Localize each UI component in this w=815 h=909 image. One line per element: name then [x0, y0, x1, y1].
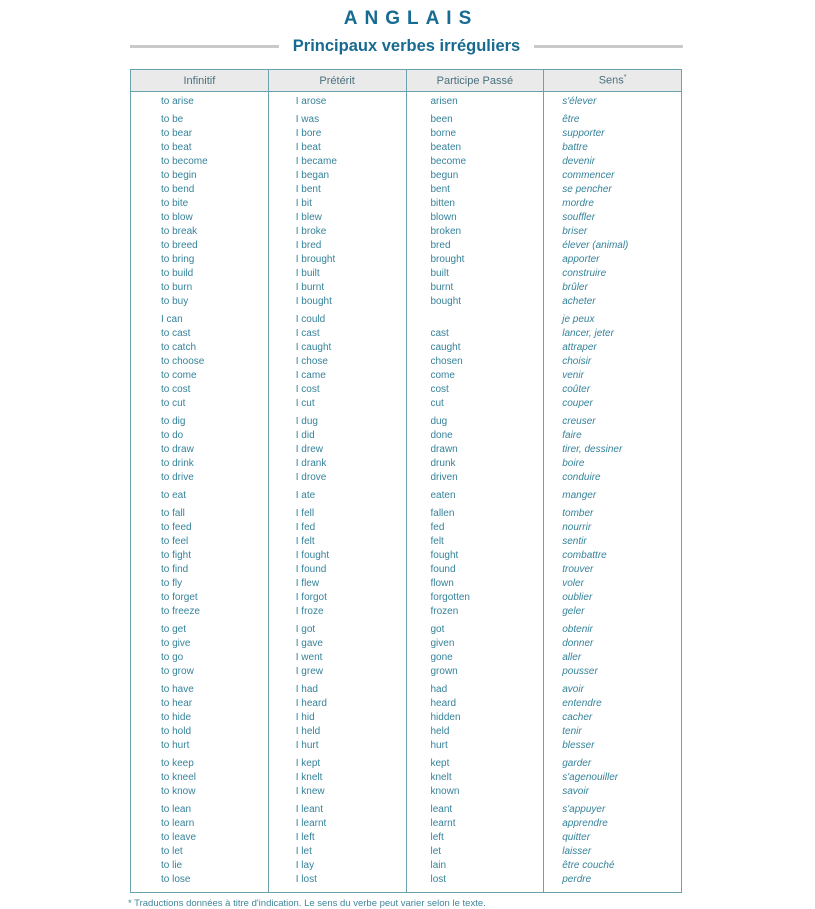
- cell-sens: creuser: [544, 411, 682, 429]
- verb-row: [131, 127, 682, 141]
- cell-participe-passe: heard: [406, 697, 544, 711]
- verb-row: [131, 619, 682, 637]
- subtitle-rule-right: [534, 45, 683, 48]
- cell-sens: souffler: [544, 211, 682, 225]
- cell-preterit: I cost: [268, 383, 406, 397]
- cell-infinitif: to go: [161, 652, 184, 663]
- cell-participe-passe: gone: [406, 651, 544, 665]
- cell-sens: venir: [544, 369, 682, 383]
- cell-infinitif: to be: [161, 114, 184, 125]
- verb-row: [131, 535, 682, 549]
- verb-row: [131, 549, 682, 563]
- cell-infinitif: to drive: [161, 472, 194, 483]
- cell-sens: devenir: [544, 155, 682, 169]
- cell-sens: sentir: [544, 535, 682, 549]
- cell-sens: aller: [544, 651, 682, 665]
- cell-participe-passe: brought: [406, 253, 544, 267]
- cell-participe-passe: built: [406, 267, 544, 281]
- cell-sens: être: [544, 109, 682, 127]
- verb-row: [131, 169, 682, 183]
- cell-preterit: I brought: [268, 253, 406, 267]
- cell-preterit: I knelt: [268, 771, 406, 785]
- verb-row: [131, 753, 682, 771]
- cell-sens: entendre: [544, 697, 682, 711]
- cell-preterit: I found: [268, 563, 406, 577]
- cell-infinitif: to choose: [161, 356, 205, 367]
- cell-infinitif: to feel: [161, 536, 189, 547]
- cell-sens: s'élever: [544, 92, 682, 110]
- cell-participe-passe: frozen: [406, 605, 544, 619]
- cell-preterit: I got: [268, 619, 406, 637]
- cell-infinitif: I can: [161, 314, 183, 325]
- cell-participe-passe: cast: [406, 327, 544, 341]
- cell-participe-passe: cut: [406, 397, 544, 411]
- cell-sens: savoir: [544, 785, 682, 799]
- cell-infinitif: to bear: [161, 128, 193, 139]
- verb-row: [131, 397, 682, 411]
- verb-row: [131, 785, 682, 799]
- cell-preterit: I had: [268, 679, 406, 697]
- cell-infinitif: to come: [161, 370, 197, 381]
- verb-row: [131, 141, 682, 155]
- cell-infinitif: to keep: [161, 758, 194, 769]
- verb-row: [131, 327, 682, 341]
- cell-sens: perdre: [544, 873, 682, 893]
- cell-infinitif: to become: [161, 156, 208, 167]
- verb-row: [131, 457, 682, 471]
- irregular-verbs-table: [130, 69, 682, 893]
- verb-row: [131, 697, 682, 711]
- footnote: * Traductions données à titre d'indication. Le sens du verbe peut varier selon le texte.: [128, 898, 486, 909]
- verb-row: [131, 859, 682, 873]
- cell-preterit: I hid: [268, 711, 406, 725]
- cell-infinitif: to fly: [161, 578, 183, 589]
- verb-row: [131, 295, 682, 309]
- cell-sens: je peux: [544, 309, 682, 327]
- cell-sens: battre: [544, 141, 682, 155]
- cell-infinitif: to get: [161, 624, 187, 635]
- cell-participe-passe: caught: [406, 341, 544, 355]
- cell-sens: couper: [544, 397, 682, 411]
- verb-row: [131, 577, 682, 591]
- subtitle-rule-left: [130, 45, 279, 48]
- verb-row: [131, 383, 682, 397]
- cell-preterit: I fed: [268, 521, 406, 535]
- verb-row: [131, 521, 682, 535]
- cell-preterit: I let: [268, 845, 406, 859]
- cell-preterit: I gave: [268, 637, 406, 651]
- verb-row: [131, 471, 682, 485]
- cell-sens: faire: [544, 429, 682, 443]
- cell-participe-passe: fed: [406, 521, 544, 535]
- cell-preterit: I caught: [268, 341, 406, 355]
- cell-participe-passe: dug: [406, 411, 544, 429]
- cell-participe-passe: eaten: [406, 485, 544, 503]
- cell-preterit: I held: [268, 725, 406, 739]
- cell-infinitif: to grow: [161, 666, 194, 677]
- verb-row: [131, 369, 682, 383]
- header-row: [131, 70, 682, 92]
- cell-sens: oublier: [544, 591, 682, 605]
- cell-sens: pousser: [544, 665, 682, 679]
- cell-sens: obtenir: [544, 619, 682, 637]
- verb-row: [131, 725, 682, 739]
- verb-row: [131, 651, 682, 665]
- cell-infinitif: to fall: [161, 508, 185, 519]
- cell-participe-passe: knelt: [406, 771, 544, 785]
- cell-participe-passe: cost: [406, 383, 544, 397]
- cell-preterit: I ate: [268, 485, 406, 503]
- cell-sens: élever (animal): [544, 239, 682, 253]
- cell-preterit: I drew: [268, 443, 406, 457]
- cell-participe-passe: blown: [406, 211, 544, 225]
- cell-participe-passe: felt: [406, 535, 544, 549]
- cell-infinitif: to blow: [161, 212, 193, 223]
- cell-participe-passe: given: [406, 637, 544, 651]
- cell-participe-passe: bred: [406, 239, 544, 253]
- cell-infinitif: to fight: [161, 550, 192, 561]
- cell-infinitif: to find: [161, 564, 189, 575]
- cell-preterit: I arose: [268, 92, 406, 110]
- cell-participe-passe: [406, 309, 544, 327]
- cell-infinitif: to lean: [161, 804, 192, 815]
- cell-participe-passe: fallen: [406, 503, 544, 521]
- cell-preterit: I felt: [268, 535, 406, 549]
- verb-row: [131, 771, 682, 785]
- cell-infinitif: to freeze: [161, 606, 200, 617]
- cell-preterit: I built: [268, 267, 406, 281]
- cell-participe-passe: broken: [406, 225, 544, 239]
- cell-sens: attraper: [544, 341, 682, 355]
- cell-infinitif: to learn: [161, 818, 195, 829]
- cell-sens: tomber: [544, 503, 682, 521]
- cell-participe-passe: beaten: [406, 141, 544, 155]
- cell-preterit: I fell: [268, 503, 406, 521]
- cell-preterit: I drove: [268, 471, 406, 485]
- cell-infinitif: to arise: [161, 96, 194, 107]
- cell-infinitif: to feed: [161, 522, 192, 533]
- cell-participe-passe: begun: [406, 169, 544, 183]
- cell-sens: tirer, dessiner: [544, 443, 682, 457]
- cell-sens: geler: [544, 605, 682, 619]
- cell-sens: brûler: [544, 281, 682, 295]
- verb-row: [131, 563, 682, 577]
- verb-row: [131, 817, 682, 831]
- cell-infinitif: to beat: [161, 142, 192, 153]
- verb-row: [131, 873, 682, 893]
- cell-sens: nourrir: [544, 521, 682, 535]
- cell-participe-passe: chosen: [406, 355, 544, 369]
- table-header: [131, 70, 682, 92]
- cell-sens: coûter: [544, 383, 682, 397]
- cell-infinitif: to forget: [161, 592, 198, 603]
- verb-row: [131, 711, 682, 725]
- cell-infinitif: to bend: [161, 184, 195, 195]
- cell-preterit: I broke: [268, 225, 406, 239]
- cell-preterit: I beat: [268, 141, 406, 155]
- cell-sens: être couché: [544, 859, 682, 873]
- cell-infinitif: to lose: [161, 874, 191, 885]
- verb-row: [131, 341, 682, 355]
- cell-sens: blesser: [544, 739, 682, 753]
- cell-participe-passe: flown: [406, 577, 544, 591]
- cell-sens: acheter: [544, 295, 682, 309]
- cell-sens: manger: [544, 485, 682, 503]
- cell-sens: briser: [544, 225, 682, 239]
- cell-sens: garder: [544, 753, 682, 771]
- cell-participe-passe: found: [406, 563, 544, 577]
- cell-preterit: I dug: [268, 411, 406, 429]
- cell-preterit: I bent: [268, 183, 406, 197]
- verb-row: [131, 429, 682, 443]
- note-marker: *: [623, 74, 627, 82]
- cell-infinitif: to drink: [161, 458, 194, 469]
- cell-infinitif: to hide: [161, 712, 192, 723]
- verb-row: [131, 183, 682, 197]
- cell-infinitif: to cost: [161, 384, 191, 395]
- cell-sens: donner: [544, 637, 682, 651]
- cell-sens: choisir: [544, 355, 682, 369]
- cell-participe-passe: become: [406, 155, 544, 169]
- cell-participe-passe: arisen: [406, 92, 544, 110]
- verb-row: [131, 591, 682, 605]
- cell-participe-passe: known: [406, 785, 544, 799]
- cell-sens: apprendre: [544, 817, 682, 831]
- cell-preterit: I began: [268, 169, 406, 183]
- cell-infinitif: to hear: [161, 698, 193, 709]
- cell-sens: cacher: [544, 711, 682, 725]
- cell-participe-passe: let: [406, 845, 544, 859]
- cell-preterit: I bought: [268, 295, 406, 309]
- cell-infinitif: to buy: [161, 296, 189, 307]
- verb-row: [131, 799, 682, 817]
- cell-preterit: I hurt: [268, 739, 406, 753]
- verb-row: [131, 281, 682, 295]
- cell-preterit: I burnt: [268, 281, 406, 295]
- cell-preterit: I flew: [268, 577, 406, 591]
- cell-infinitif: to let: [161, 846, 183, 857]
- cell-infinitif: to burn: [161, 282, 193, 293]
- verb-row: [131, 679, 682, 697]
- cell-preterit: I became: [268, 155, 406, 169]
- cell-participe-passe: forgotten: [406, 591, 544, 605]
- verb-row: [131, 309, 682, 327]
- verb-row: [131, 355, 682, 369]
- cell-preterit: I kept: [268, 753, 406, 771]
- cell-participe-passe: drawn: [406, 443, 544, 457]
- cell-infinitif: to have: [161, 684, 194, 695]
- cell-infinitif: to do: [161, 430, 184, 441]
- cell-infinitif: to lie: [161, 860, 183, 871]
- cell-participe-passe: leant: [406, 799, 544, 817]
- subtitle-row: [130, 37, 683, 56]
- cell-preterit: I bore: [268, 127, 406, 141]
- cell-sens: se pencher: [544, 183, 682, 197]
- cell-preterit: I came: [268, 369, 406, 383]
- cell-preterit: I heard: [268, 697, 406, 711]
- cell-participe-passe: borne: [406, 127, 544, 141]
- cell-participe-passe: come: [406, 369, 544, 383]
- cell-infinitif: to leave: [161, 832, 197, 843]
- cell-participe-passe: fought: [406, 549, 544, 563]
- cell-participe-passe: left: [406, 831, 544, 845]
- verb-row: [131, 253, 682, 267]
- cell-preterit: I fought: [268, 549, 406, 563]
- cell-infinitif: to know: [161, 786, 196, 797]
- verb-row: [131, 443, 682, 457]
- cell-sens: conduire: [544, 471, 682, 485]
- table-body: [131, 92, 682, 893]
- cell-preterit: I lost: [268, 873, 406, 893]
- cell-preterit: I froze: [268, 605, 406, 619]
- verb-row: [131, 739, 682, 753]
- cell-sens: laisser: [544, 845, 682, 859]
- verb-row: [131, 92, 682, 110]
- cell-preterit: I bred: [268, 239, 406, 253]
- cell-participe-passe: bought: [406, 295, 544, 309]
- cell-infinitif: to hold: [161, 726, 192, 737]
- cell-preterit: I leant: [268, 799, 406, 817]
- cell-preterit: I went: [268, 651, 406, 665]
- cell-sens: supporter: [544, 127, 682, 141]
- verb-row: [131, 503, 682, 521]
- cell-sens: mordre: [544, 197, 682, 211]
- cell-participe-passe: driven: [406, 471, 544, 485]
- cell-preterit: I blew: [268, 211, 406, 225]
- cell-participe-passe: learnt: [406, 817, 544, 831]
- cell-sens: voler: [544, 577, 682, 591]
- cell-sens: quitter: [544, 831, 682, 845]
- cell-preterit: I left: [268, 831, 406, 845]
- cell-infinitif: to bring: [161, 254, 195, 265]
- cell-preterit: I cast: [268, 327, 406, 341]
- column-header-preterit: Prétérit: [268, 70, 406, 92]
- cell-participe-passe: drunk: [406, 457, 544, 471]
- cell-infinitif: to bite: [161, 198, 189, 209]
- verb-row: [131, 665, 682, 679]
- cell-participe-passe: grown: [406, 665, 544, 679]
- cell-participe-passe: had: [406, 679, 544, 697]
- cell-participe-passe: got: [406, 619, 544, 637]
- cell-sens: trouver: [544, 563, 682, 577]
- cell-preterit: I chose: [268, 355, 406, 369]
- cell-preterit: I did: [268, 429, 406, 443]
- verb-row: [131, 197, 682, 211]
- cell-sens: lancer, jeter: [544, 327, 682, 341]
- cell-infinitif: to dig: [161, 416, 186, 427]
- cell-infinitif: to cut: [161, 398, 186, 409]
- cell-sens: commencer: [544, 169, 682, 183]
- column-header-participe-passe: Participe Passé: [406, 70, 544, 92]
- verb-row: [131, 411, 682, 429]
- cell-infinitif: to hurt: [161, 740, 190, 751]
- cell-participe-passe: kept: [406, 753, 544, 771]
- column-header-sens: Sens*: [544, 70, 682, 92]
- cell-infinitif: to give: [161, 638, 191, 649]
- cell-participe-passe: bent: [406, 183, 544, 197]
- verb-row: [131, 845, 682, 859]
- cell-participe-passe: held: [406, 725, 544, 739]
- cell-preterit: I lay: [268, 859, 406, 873]
- verb-row: [131, 605, 682, 619]
- cell-participe-passe: hidden: [406, 711, 544, 725]
- cell-sens: s'agenouiller: [544, 771, 682, 785]
- cell-infinitif: to kneel: [161, 772, 197, 783]
- verb-row: [131, 239, 682, 253]
- cell-infinitif: to break: [161, 226, 198, 237]
- cell-preterit: I cut: [268, 397, 406, 411]
- cell-infinitif: to cast: [161, 328, 191, 339]
- cell-participe-passe: been: [406, 109, 544, 127]
- cell-sens: tenir: [544, 725, 682, 739]
- cell-sens: combattre: [544, 549, 682, 563]
- cell-preterit: I drank: [268, 457, 406, 471]
- cell-preterit: I grew: [268, 665, 406, 679]
- page-title: ANGLAIS: [343, 8, 479, 29]
- cell-infinitif: to eat: [161, 490, 187, 501]
- verb-row: [131, 637, 682, 651]
- cell-sens: s'appuyer: [544, 799, 682, 817]
- cell-preterit: I knew: [268, 785, 406, 799]
- cell-infinitif: to begin: [161, 170, 197, 181]
- cell-sens: boire: [544, 457, 682, 471]
- cell-sens: avoir: [544, 679, 682, 697]
- cell-participe-passe: bitten: [406, 197, 544, 211]
- page-subtitle: Principaux verbes irréguliers: [292, 37, 521, 55]
- cell-participe-passe: lost: [406, 873, 544, 893]
- verb-row: [131, 155, 682, 169]
- column-header-infinitif: Infinitif: [131, 70, 269, 92]
- cell-preterit: I learnt: [268, 817, 406, 831]
- verb-row: [131, 485, 682, 503]
- cell-preterit: I bit: [268, 197, 406, 211]
- cell-preterit: I forgot: [268, 591, 406, 605]
- cell-preterit: I was: [268, 109, 406, 127]
- cell-participe-passe: done: [406, 429, 544, 443]
- cell-infinitif: to draw: [161, 444, 194, 455]
- cell-participe-passe: burnt: [406, 281, 544, 295]
- cell-infinitif: to breed: [161, 240, 198, 251]
- cell-sens: apporter: [544, 253, 682, 267]
- cell-sens: construire: [544, 267, 682, 281]
- cell-infinitif: to catch: [161, 342, 197, 353]
- cell-participe-passe: hurt: [406, 739, 544, 753]
- verb-row: [131, 225, 682, 239]
- verb-row: [131, 211, 682, 225]
- verb-row: [131, 109, 682, 127]
- verb-row: [131, 267, 682, 281]
- cell-infinitif: to build: [161, 268, 194, 279]
- cell-participe-passe: lain: [406, 859, 544, 873]
- cell-preterit: I could: [268, 309, 406, 327]
- verb-row: [131, 831, 682, 845]
